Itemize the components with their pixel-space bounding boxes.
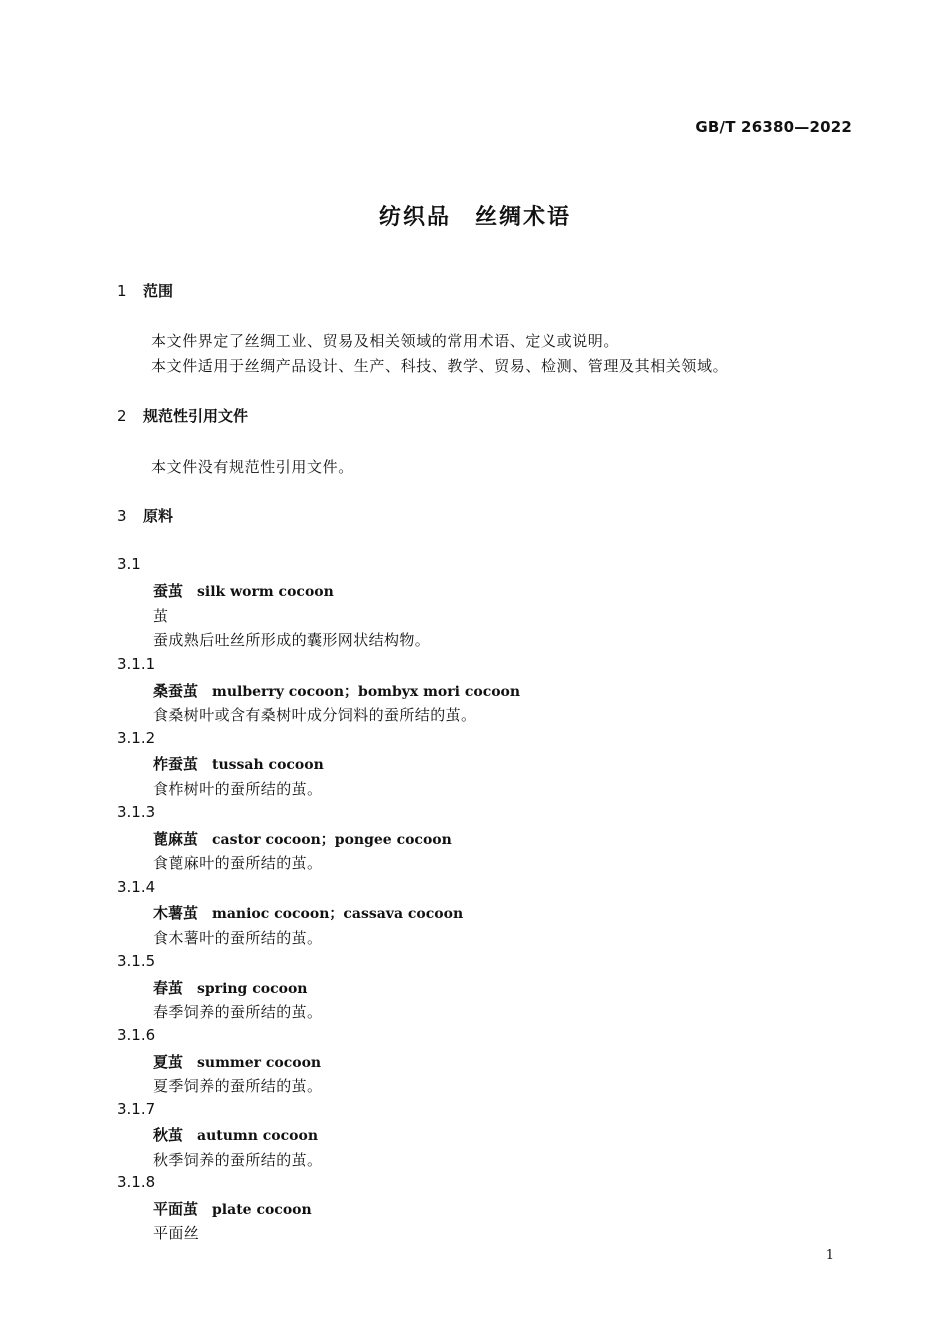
section-title: 规范性引用文件 xyxy=(143,407,249,425)
term-definition: 食木薯叶的蚕所结的茧。 xyxy=(153,929,323,947)
paragraph: 本文件适用于丝绸产品设计、生产、科技、教学、贸易、检测、管理及其相关领域。 xyxy=(151,357,729,375)
term-english: summer cocoon xyxy=(197,1055,322,1071)
term-entry xyxy=(153,1051,321,1072)
term-chinese: 秋茧 xyxy=(153,1126,184,1144)
term-english: spring cocoon xyxy=(197,981,308,997)
term-entry xyxy=(153,753,324,774)
section-number: 1 xyxy=(117,282,127,300)
paragraph: 本文件没有规范性引用文件。 xyxy=(151,458,354,476)
term-entry xyxy=(153,1198,312,1219)
term-chinese: 蓖麻茧 xyxy=(153,830,199,848)
standard-number: GB/T 26380—2022 xyxy=(695,118,852,136)
term-number: 3.1.2 xyxy=(117,729,156,747)
term-definition: 夏季饲养的蚕所结的茧。 xyxy=(153,1077,323,1095)
term-entry xyxy=(153,977,307,998)
term-chinese: 平面茧 xyxy=(153,1200,199,1218)
term-chinese: 柞蚕茧 xyxy=(153,755,199,773)
term-english: autumn cocoon xyxy=(197,1128,319,1144)
section-heading-normative-references xyxy=(117,405,248,426)
term-chinese: 春茧 xyxy=(153,979,184,997)
term-english: tussah cocoon xyxy=(212,757,324,773)
term-entry xyxy=(153,680,520,701)
section-number: 3 xyxy=(117,507,127,525)
term-entry xyxy=(153,828,452,849)
term-chinese: 夏茧 xyxy=(153,1053,184,1071)
term-definition: 食蓖麻叶的蚕所结的茧。 xyxy=(153,854,323,872)
term-number: 3.1 xyxy=(117,555,141,573)
term-number: 3.1.6 xyxy=(117,1026,156,1044)
term-chinese: 木薯茧 xyxy=(153,904,199,922)
term-synonym: 茧 xyxy=(153,607,169,625)
section-heading-scope xyxy=(117,280,173,301)
term-entry xyxy=(153,902,463,923)
section-title: 范围 xyxy=(143,282,174,300)
term-definition: 蚕成熟后吐丝所形成的囊形网状结构物。 xyxy=(153,631,431,649)
document-title: 纺织品 丝绸术语 xyxy=(378,205,571,230)
term-english: plate cocoon xyxy=(212,1202,312,1218)
term-synonym: 平面丝 xyxy=(153,1224,200,1242)
term-definition: 秋季饲养的蚕所结的茧。 xyxy=(153,1151,323,1169)
term-number: 3.1.8 xyxy=(117,1173,156,1191)
term-chinese: 桑蚕茧 xyxy=(153,682,199,700)
term-english: castor cocoon；pongee cocoon xyxy=(212,832,452,848)
term-entry xyxy=(153,1124,318,1145)
term-entry xyxy=(153,580,334,601)
term-english: silk worm cocoon xyxy=(197,584,334,600)
term-number: 3.1.3 xyxy=(117,803,156,821)
paragraph: 本文件界定了丝绸工业、贸易及相关领域的常用术语、定义或说明。 xyxy=(151,332,620,350)
term-chinese: 蚕茧 xyxy=(153,582,184,600)
term-number: 3.1.5 xyxy=(117,952,156,970)
page-number: 1 xyxy=(825,1248,834,1263)
term-number: 3.1.4 xyxy=(117,878,156,896)
section-number: 2 xyxy=(117,407,127,425)
term-english: manioc cocoon；cassava cocoon xyxy=(212,906,464,922)
term-definition: 食柞树叶的蚕所结的茧。 xyxy=(153,780,323,798)
term-english: mulberry cocoon；bombyx mori cocoon xyxy=(212,684,521,700)
term-definition: 春季饲养的蚕所结的茧。 xyxy=(153,1003,323,1021)
term-definition: 食桑树叶或含有桑树叶成分饲料的蚕所结的茧。 xyxy=(153,706,477,724)
term-number: 3.1.7 xyxy=(117,1100,156,1118)
section-heading-raw-materials xyxy=(117,505,173,526)
section-title: 原料 xyxy=(143,507,174,525)
term-number: 3.1.1 xyxy=(117,655,156,673)
